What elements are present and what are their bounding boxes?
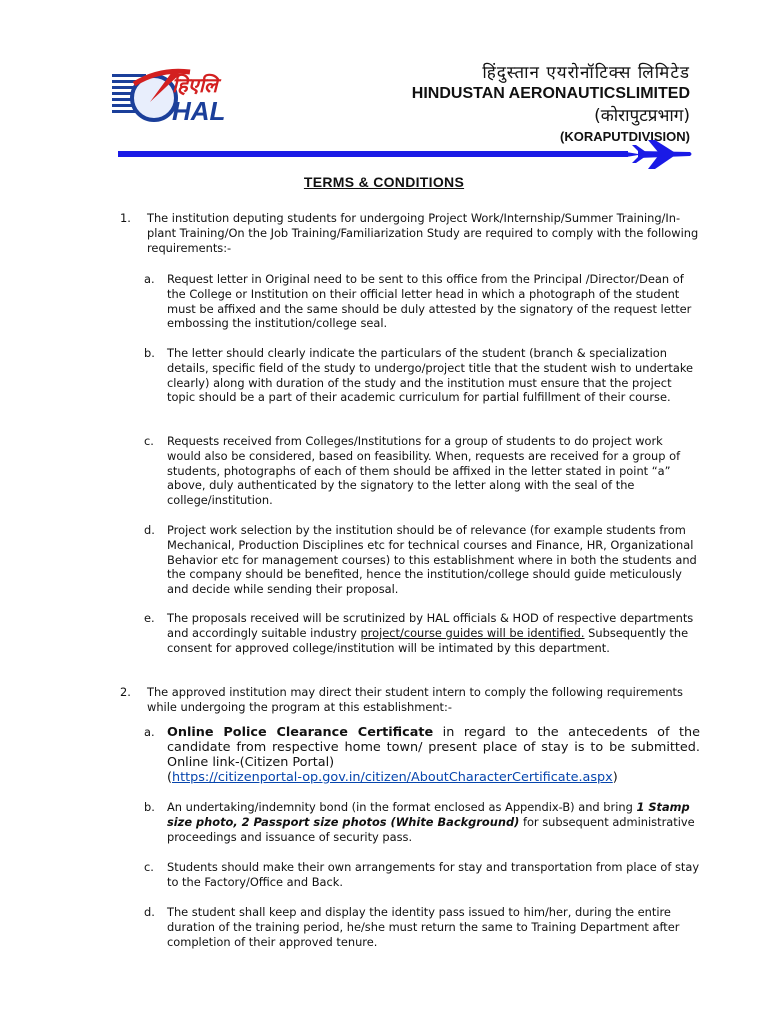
sub-item-letter: d. xyxy=(144,905,155,919)
bold-italic-phrase: 1 Stamp size photo, 2 Passport size photos (White Background) xyxy=(167,800,690,829)
document-title: TERMS & CONDITIONS xyxy=(303,174,465,190)
term-item-1 xyxy=(120,211,700,255)
sub-item-2d xyxy=(144,905,700,949)
sub-item-text: The student shall keep and display the identity pass issued to him/her, during the entire duration of the training period, he/she must return the same to Training Department after completion of their approved tenure. xyxy=(167,905,680,949)
letterhead xyxy=(412,62,690,145)
item-text: The institution deputing students for undergoing Project Work/Internship/Summer Training/In-plant Training/On the Job Training/Familiarization Study are required to comply with the following requirements:- xyxy=(147,211,699,255)
underlined-phrase: project/course guides will be identified. xyxy=(360,625,585,640)
sub-item-text: The proposals received will be scrutinized by HAL officials & HOD of respective departments and accordingly suitable industry project/course guides will be identified. Subsequently the consent for approved college/institution will be intimated by this department. xyxy=(167,611,694,655)
logo-english-text: HAL xyxy=(172,96,226,126)
item-number: 2. xyxy=(120,685,131,699)
sub-item-text: An undertaking/indemnity bond (in the format enclosed as Appendix-B) and bring 1 Stamp size photo, 2 Passport size photos (White Background) for subsequent administrative proceedings and issuance of security pass. xyxy=(167,800,695,844)
sub-item-letter: a. xyxy=(144,272,155,286)
sub-item-text: Online Police Clearance Certificate in regard to the antecedents of the candidate from respective home town/ present place of stay is to be submitted. Online link-(Citizen Portal) (https://citizenportal-op.gov.in/citizen/AboutCharacterCertificate.aspx) xyxy=(167,725,700,785)
sub-item-2b xyxy=(144,800,700,844)
division-name-english: (KORAPUTDIVISION) xyxy=(560,129,690,144)
item-text: The approved institution may direct their student intern to comply the following requirements while undergoing the program at this establishment:- xyxy=(147,685,683,714)
sub-item-text: The letter should clearly indicate the particulars of the student (branch & specialization details, specific field of the study to undergo/project title that the student wish to undertake clearly) along with duration of the study and the institution must ensure that the project topic should be a part of their academic curriculum for partial fulfillment of their course. xyxy=(167,346,694,405)
header-rule xyxy=(118,140,692,170)
citizen-portal-link[interactable]: https://citizenportal-op.gov.in/citizen/AboutCharacterCertificate.aspx xyxy=(172,770,613,785)
sub-item-letter: c. xyxy=(144,434,154,448)
logo-hindi-text: हिएलि xyxy=(172,73,218,97)
sub-item-text: Project work selection by the institution should be of relevance (for example students from Mechanical, Production Disciplines etc for technical courses and Finance, HR, Organizational Behavior etc for management courses) to this establishment where in both the students and the company should be benefited, hence the institution/college should guide meticulously and decide while sending their proposal. xyxy=(167,523,697,597)
item-number: 1. xyxy=(120,211,131,225)
sub-item-2a xyxy=(144,725,700,785)
sub-item-1d xyxy=(144,523,700,597)
company-name-hindi: हिंदुस्तान एयरोनॉटिक्स लिमिटेड xyxy=(482,63,690,83)
sub-item-letter: e. xyxy=(144,611,155,625)
sub-item-letter: d. xyxy=(144,523,155,537)
sub-item-text: Students should make their own arrangements for stay and transportation from place of stay to the Factory/Office and Back. xyxy=(167,860,700,889)
sub-item-1b xyxy=(144,346,700,405)
sub-item-letter: c. xyxy=(144,860,154,874)
sub-item-letter: b. xyxy=(144,346,155,360)
term-item-2 xyxy=(120,685,700,715)
sub-item-letter: b. xyxy=(144,800,155,814)
bold-phrase: Online Police Clearance Certificate xyxy=(167,725,434,740)
sub-item-1c xyxy=(144,434,700,508)
division-name-hindi: (कोरापुटप्रभाग) xyxy=(594,106,690,126)
sub-item-2c xyxy=(144,860,700,890)
sub-item-text: Requests received from Colleges/Institutions for a group of students to do project work would also be considered, based on feasibility. When, requests are received for a group of students, photographs of each of them should be affixed in the letter stated in point “a” above, duly authenticated by the signatory to the letter along with the seal of the college/institution. xyxy=(167,434,681,508)
company-name-english: HINDUSTAN AERONAUTICSLIMITED xyxy=(411,85,690,102)
airplane-icon xyxy=(626,140,692,169)
hal-logo xyxy=(110,62,250,128)
sub-item-1e xyxy=(144,611,700,655)
sub-item-text: Request letter in Original need to be sent to this office from the Principal /Director/Dean of the College or Institution on their official letter head in which a photograph of the student must be affixed and the same should be duly attested by the signatory of the request letter embossing the institution/college seal. xyxy=(167,272,692,331)
sub-item-letter: a. xyxy=(144,725,155,739)
sub-item-1a xyxy=(144,272,700,331)
